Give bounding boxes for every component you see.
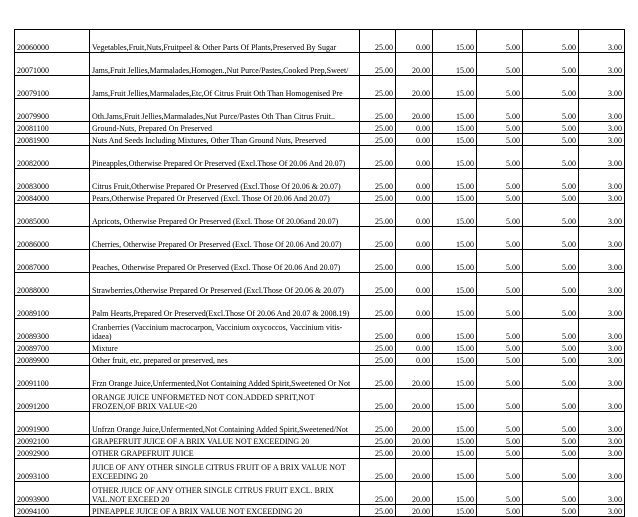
description-cell: Peaches, Otherwise Prepared Or Preserved (Excl. Those Of 20.06 And 20.07): [90, 250, 360, 273]
rate-col-6-cell: 3.00: [579, 273, 625, 296]
description-cell: Mixture: [90, 342, 360, 354]
rate-col-2-cell: 0.00: [396, 146, 433, 169]
table-row: [15, 482, 625, 505]
table-row: [15, 273, 625, 296]
rate-col-6-cell: 3.00: [579, 412, 625, 435]
rate-col-2-cell: 20.00: [396, 459, 433, 482]
rate-col-5-cell: 5.00: [523, 134, 579, 146]
table-row: [15, 134, 625, 146]
hs-code-cell: 20085000: [15, 204, 90, 227]
rate-col-1-cell: 25.00: [360, 99, 396, 122]
rate-col-2-cell: 20.00: [396, 447, 433, 459]
rate-col-2-cell: 0.00: [396, 134, 433, 146]
rate-col-6-cell: 3.00: [579, 296, 625, 319]
hs-code-cell: 20094100: [15, 505, 90, 517]
rate-col-1-cell: 25.00: [360, 76, 396, 99]
rate-col-5-cell: 5.00: [523, 447, 579, 459]
rate-col-1-cell: 25.00: [360, 273, 396, 296]
rate-col-5-cell: 5.00: [523, 505, 579, 517]
description-cell: OTHER GRAPEFRUIT JUICE: [90, 447, 360, 459]
rate-col-6-cell: 3.00: [579, 192, 625, 204]
rate-col-1-cell: 25.00: [360, 134, 396, 146]
rate-col-6-cell: 3.00: [579, 354, 625, 366]
rate-col-2-cell: 20.00: [396, 366, 433, 389]
rate-col-5-cell: 5.00: [523, 459, 579, 482]
rate-col-6-cell: 3.00: [579, 134, 625, 146]
rate-col-5-cell: 5.00: [523, 366, 579, 389]
rate-col-6-cell: 3.00: [579, 435, 625, 447]
rate-col-6-cell: 3.00: [579, 389, 625, 412]
hs-code-cell: 20082000: [15, 146, 90, 169]
rate-col-1-cell: 25.00: [360, 459, 396, 482]
rate-col-4-cell: 5.00: [477, 319, 523, 342]
hs-code-cell: 20089300: [15, 319, 90, 342]
table-row: [15, 354, 625, 366]
table-row: [15, 435, 625, 447]
rate-col-2-cell: 0.00: [396, 319, 433, 342]
rate-col-3-cell: 15.00: [433, 53, 477, 76]
table-row: [15, 412, 625, 435]
rate-col-3-cell: 15.00: [433, 146, 477, 169]
table-row: [15, 250, 625, 273]
rate-col-1-cell: 25.00: [360, 169, 396, 192]
rate-col-3-cell: 15.00: [433, 319, 477, 342]
rate-col-6-cell: 3.00: [579, 30, 625, 53]
rate-col-2-cell: 0.00: [396, 250, 433, 273]
rate-col-6-cell: 3.00: [579, 447, 625, 459]
rate-col-3-cell: 15.00: [433, 169, 477, 192]
table-row: [15, 227, 625, 250]
hs-code-cell: 20060000: [15, 30, 90, 53]
rate-col-4-cell: 5.00: [477, 250, 523, 273]
rate-col-1-cell: 25.00: [360, 412, 396, 435]
hs-code-cell: 20071000: [15, 53, 90, 76]
rate-col-5-cell: 5.00: [523, 412, 579, 435]
rate-col-1-cell: 25.00: [360, 204, 396, 227]
table-row: [15, 76, 625, 99]
rate-col-1-cell: 25.00: [360, 447, 396, 459]
table-row: [15, 447, 625, 459]
rate-col-2-cell: 0.00: [396, 30, 433, 53]
hs-code-cell: 20084000: [15, 192, 90, 204]
rate-col-5-cell: 5.00: [523, 99, 579, 122]
rate-col-2-cell: 0.00: [396, 227, 433, 250]
rate-col-2-cell: 20.00: [396, 482, 433, 505]
rate-col-5-cell: 5.00: [523, 146, 579, 169]
description-cell: Oth.Jams,Fruit Jellies,Marmalades,Nut Purce/Pastes Oth Than Citrus Fruit..: [90, 99, 360, 122]
rate-col-4-cell: 5.00: [477, 227, 523, 250]
rate-col-3-cell: 15.00: [433, 122, 477, 134]
rate-col-3-cell: 15.00: [433, 354, 477, 366]
table-body: [15, 30, 625, 517]
rate-col-4-cell: 5.00: [477, 169, 523, 192]
description-cell: Cherries, Otherwise Prepared Or Preserved (Excl. Those Of 20.06 And 20.07): [90, 227, 360, 250]
description-cell: Strawberries,Otherwise Prepared Or Preserved (Excl.Those Of 20.06 & 20.07): [90, 273, 360, 296]
rate-col-4-cell: 5.00: [477, 482, 523, 505]
description-cell: Jams,Fruit Jellies,Marmalades,Etc,Of Citrus Fruit Oth Than Homogenised Pre: [90, 76, 360, 99]
rate-col-4-cell: 5.00: [477, 435, 523, 447]
rate-col-1-cell: 25.00: [360, 482, 396, 505]
table-row: [15, 366, 625, 389]
rate-col-5-cell: 5.00: [523, 122, 579, 134]
rate-col-5-cell: 5.00: [523, 319, 579, 342]
rate-col-6-cell: 3.00: [579, 366, 625, 389]
rate-col-2-cell: 0.00: [396, 122, 433, 134]
rate-col-3-cell: 15.00: [433, 412, 477, 435]
rate-col-3-cell: 15.00: [433, 342, 477, 354]
rate-col-4-cell: 5.00: [477, 447, 523, 459]
rate-col-4-cell: 5.00: [477, 76, 523, 99]
rate-col-3-cell: 15.00: [433, 99, 477, 122]
rate-col-4-cell: 5.00: [477, 134, 523, 146]
rate-col-1-cell: 25.00: [360, 366, 396, 389]
rate-col-6-cell: 3.00: [579, 146, 625, 169]
rate-col-6-cell: 3.00: [579, 204, 625, 227]
description-cell: ORANGE JUICE UNFORMETED NOT CON.ADDED SPRIT,NOT FROZEN,OF BRIX VALUE<20: [90, 389, 360, 412]
rate-col-3-cell: 15.00: [433, 76, 477, 99]
hs-code-cell: 20081100: [15, 122, 90, 134]
rate-col-6-cell: 3.00: [579, 76, 625, 99]
hs-code-cell: 20079100: [15, 76, 90, 99]
rate-col-4-cell: 5.00: [477, 459, 523, 482]
rate-col-6-cell: 3.00: [579, 319, 625, 342]
rate-col-2-cell: 0.00: [396, 192, 433, 204]
description-cell: Unfrzn Orange Juice,Unfermented,Not Containing Added Spirit,Sweetened/Not: [90, 412, 360, 435]
table-row: [15, 204, 625, 227]
rate-col-4-cell: 5.00: [477, 99, 523, 122]
rate-col-6-cell: 3.00: [579, 227, 625, 250]
description-cell: GRAPEFRUIT JUICE OF A BRIX VALUE NOT EXCEEDING 20: [90, 435, 360, 447]
rate-col-3-cell: 15.00: [433, 435, 477, 447]
description-cell: Pineapples,Otherwise Prepared Or Preserved (Excl.Those Of 20.06 And 20.07): [90, 146, 360, 169]
rate-col-5-cell: 5.00: [523, 227, 579, 250]
rate-col-2-cell: 20.00: [396, 412, 433, 435]
rate-col-5-cell: 5.00: [523, 296, 579, 319]
description-cell: JUICE OF ANY OTHER SINGLE CITRUS FRUIT OF A BRIX VALUE NOT EXCEEDING 20: [90, 459, 360, 482]
hs-code-cell: 20091900: [15, 412, 90, 435]
rate-col-5-cell: 5.00: [523, 273, 579, 296]
rate-col-5-cell: 5.00: [523, 192, 579, 204]
rate-col-1-cell: 25.00: [360, 122, 396, 134]
rate-col-5-cell: 5.00: [523, 76, 579, 99]
hs-code-cell: 20093900: [15, 482, 90, 505]
rate-col-1-cell: 25.00: [360, 319, 396, 342]
rate-col-3-cell: 15.00: [433, 389, 477, 412]
table-row: [15, 30, 625, 53]
hs-code-cell: 20092100: [15, 435, 90, 447]
hs-code-cell: 20091200: [15, 389, 90, 412]
rate-col-5-cell: 5.00: [523, 30, 579, 53]
rate-col-5-cell: 5.00: [523, 482, 579, 505]
rate-col-1-cell: 25.00: [360, 30, 396, 53]
rate-col-2-cell: 0.00: [396, 169, 433, 192]
rate-col-4-cell: 5.00: [477, 366, 523, 389]
rate-col-3-cell: 15.00: [433, 366, 477, 389]
tariff-table: [14, 29, 625, 517]
rate-col-4-cell: 5.00: [477, 412, 523, 435]
rate-col-4-cell: 5.00: [477, 389, 523, 412]
rate-col-3-cell: 15.00: [433, 250, 477, 273]
hs-code-cell: 20081900: [15, 134, 90, 146]
rate-col-2-cell: 20.00: [396, 99, 433, 122]
description-cell: Palm Hearts,Prepared Or Preserved(Excl.Those Of 20.06 And 20.07 & 2008.19): [90, 296, 360, 319]
rate-col-3-cell: 15.00: [433, 134, 477, 146]
table-row: [15, 389, 625, 412]
rate-col-3-cell: 15.00: [433, 227, 477, 250]
rate-col-2-cell: 0.00: [396, 296, 433, 319]
rate-col-2-cell: 0.00: [396, 354, 433, 366]
rate-col-4-cell: 5.00: [477, 146, 523, 169]
rate-col-3-cell: 15.00: [433, 459, 477, 482]
rate-col-1-cell: 25.00: [360, 342, 396, 354]
table-row: [15, 459, 625, 482]
rate-col-4-cell: 5.00: [477, 342, 523, 354]
rate-col-6-cell: 3.00: [579, 482, 625, 505]
hs-code-cell: 20091100: [15, 366, 90, 389]
rate-col-5-cell: 5.00: [523, 354, 579, 366]
hs-code-cell: 20083000: [15, 169, 90, 192]
description-cell: Vegetables,Fruit,Nuts,Fruitpeel & Other Parts Of Plants,Preserved By Sugar: [90, 30, 360, 53]
rate-col-3-cell: 15.00: [433, 482, 477, 505]
rate-col-2-cell: 0.00: [396, 273, 433, 296]
rate-col-4-cell: 5.00: [477, 204, 523, 227]
rate-col-1-cell: 25.00: [360, 53, 396, 76]
hs-code-cell: 20093100: [15, 459, 90, 482]
rate-col-1-cell: 25.00: [360, 505, 396, 517]
hs-code-cell: 20079900: [15, 99, 90, 122]
rate-col-5-cell: 5.00: [523, 53, 579, 76]
rate-col-2-cell: 20.00: [396, 505, 433, 517]
table-row: [15, 146, 625, 169]
rate-col-1-cell: 25.00: [360, 435, 396, 447]
rate-col-3-cell: 15.00: [433, 447, 477, 459]
rate-col-6-cell: 3.00: [579, 99, 625, 122]
table-row: [15, 53, 625, 76]
rate-col-3-cell: 15.00: [433, 30, 477, 53]
rate-col-2-cell: 20.00: [396, 435, 433, 447]
rate-col-6-cell: 3.00: [579, 505, 625, 517]
description-cell: Nuts And Seeds Including Mixtures, Other Than Ground Nuts, Preserved: [90, 134, 360, 146]
rate-col-4-cell: 5.00: [477, 354, 523, 366]
description-cell: Other fruit, etc, prepared or preserved, nes: [90, 354, 360, 366]
table-row: [15, 192, 625, 204]
rate-col-5-cell: 5.00: [523, 250, 579, 273]
rate-col-3-cell: 15.00: [433, 505, 477, 517]
rate-col-4-cell: 5.00: [477, 505, 523, 517]
hs-code-cell: 20089700: [15, 342, 90, 354]
rate-col-1-cell: 25.00: [360, 389, 396, 412]
rate-col-5-cell: 5.00: [523, 435, 579, 447]
rate-col-5-cell: 5.00: [523, 389, 579, 412]
description-cell: PINEAPPLE JUICE OF A BRIX VALUE NOT EXCEEDING 20: [90, 505, 360, 517]
rate-col-3-cell: 15.00: [433, 204, 477, 227]
hs-code-cell: 20089100: [15, 296, 90, 319]
rate-col-2-cell: 20.00: [396, 76, 433, 99]
rate-col-5-cell: 5.00: [523, 169, 579, 192]
rate-col-4-cell: 5.00: [477, 296, 523, 319]
description-cell: Cranberries (Vaccinium macrocarpon, Vaccinium oxycoccos, Vaccinium vitis-idaea): [90, 319, 360, 342]
rate-col-1-cell: 25.00: [360, 146, 396, 169]
rate-col-1-cell: 25.00: [360, 227, 396, 250]
rate-col-2-cell: 20.00: [396, 389, 433, 412]
description-cell: Apricots, Otherwise Prepared Or Preserved (Excl. Those Of 20.06and 20.07): [90, 204, 360, 227]
description-cell: Jams,Fruit Jellies,Marmalades,Homogen.,Nut Purce/Pastes,Cooked Prep,Sweet/: [90, 53, 360, 76]
table-row: [15, 122, 625, 134]
rate-col-5-cell: 5.00: [523, 342, 579, 354]
rate-col-6-cell: 3.00: [579, 169, 625, 192]
rate-col-2-cell: 0.00: [396, 204, 433, 227]
rate-col-5-cell: 5.00: [523, 204, 579, 227]
rate-col-4-cell: 5.00: [477, 53, 523, 76]
hs-code-cell: 20092900: [15, 447, 90, 459]
hs-code-cell: 20089900: [15, 354, 90, 366]
hs-code-cell: 20088000: [15, 273, 90, 296]
table-row: [15, 99, 625, 122]
hs-code-cell: 20086000: [15, 227, 90, 250]
rate-col-3-cell: 15.00: [433, 296, 477, 319]
rate-col-1-cell: 25.00: [360, 296, 396, 319]
description-cell: Ground-Nuts, Prepared On Preserved: [90, 122, 360, 134]
rate-col-1-cell: 25.00: [360, 192, 396, 204]
table-row: [15, 169, 625, 192]
rate-col-4-cell: 5.00: [477, 273, 523, 296]
rate-col-4-cell: 5.00: [477, 122, 523, 134]
table-row: [15, 296, 625, 319]
rate-col-6-cell: 3.00: [579, 342, 625, 354]
rate-col-4-cell: 5.00: [477, 192, 523, 204]
description-cell: Frzn Orange Juice,Unfermented,Not Containing Added Spirit,Sweetened Or Not: [90, 366, 360, 389]
description-cell: OTHER JUICE OF ANY OTHER SINGLE CITRUS FRUIT EXCL. BRIX VAL.NOT EXCEED 20: [90, 482, 360, 505]
rate-col-1-cell: 25.00: [360, 250, 396, 273]
description-cell: Citrus Fruit,Otherwise Prepared Or Preserved (Excl.Those Of 20.06 & 20.07): [90, 169, 360, 192]
rate-col-6-cell: 3.00: [579, 122, 625, 134]
rate-col-6-cell: 3.00: [579, 53, 625, 76]
rate-col-3-cell: 15.00: [433, 273, 477, 296]
rate-col-1-cell: 25.00: [360, 354, 396, 366]
rate-col-4-cell: 5.00: [477, 30, 523, 53]
table-row: [15, 342, 625, 354]
rate-col-2-cell: 0.00: [396, 342, 433, 354]
rate-col-3-cell: 15.00: [433, 192, 477, 204]
hs-code-cell: 20087000: [15, 250, 90, 273]
description-cell: Pears,Otherwise Prepared Or Preserved (Excl. Those Of 20.06 And 20.07): [90, 192, 360, 204]
table-row: [15, 505, 625, 517]
rate-col-6-cell: 3.00: [579, 459, 625, 482]
rate-col-2-cell: 20.00: [396, 53, 433, 76]
rate-col-6-cell: 3.00: [579, 250, 625, 273]
table-row: [15, 319, 625, 342]
